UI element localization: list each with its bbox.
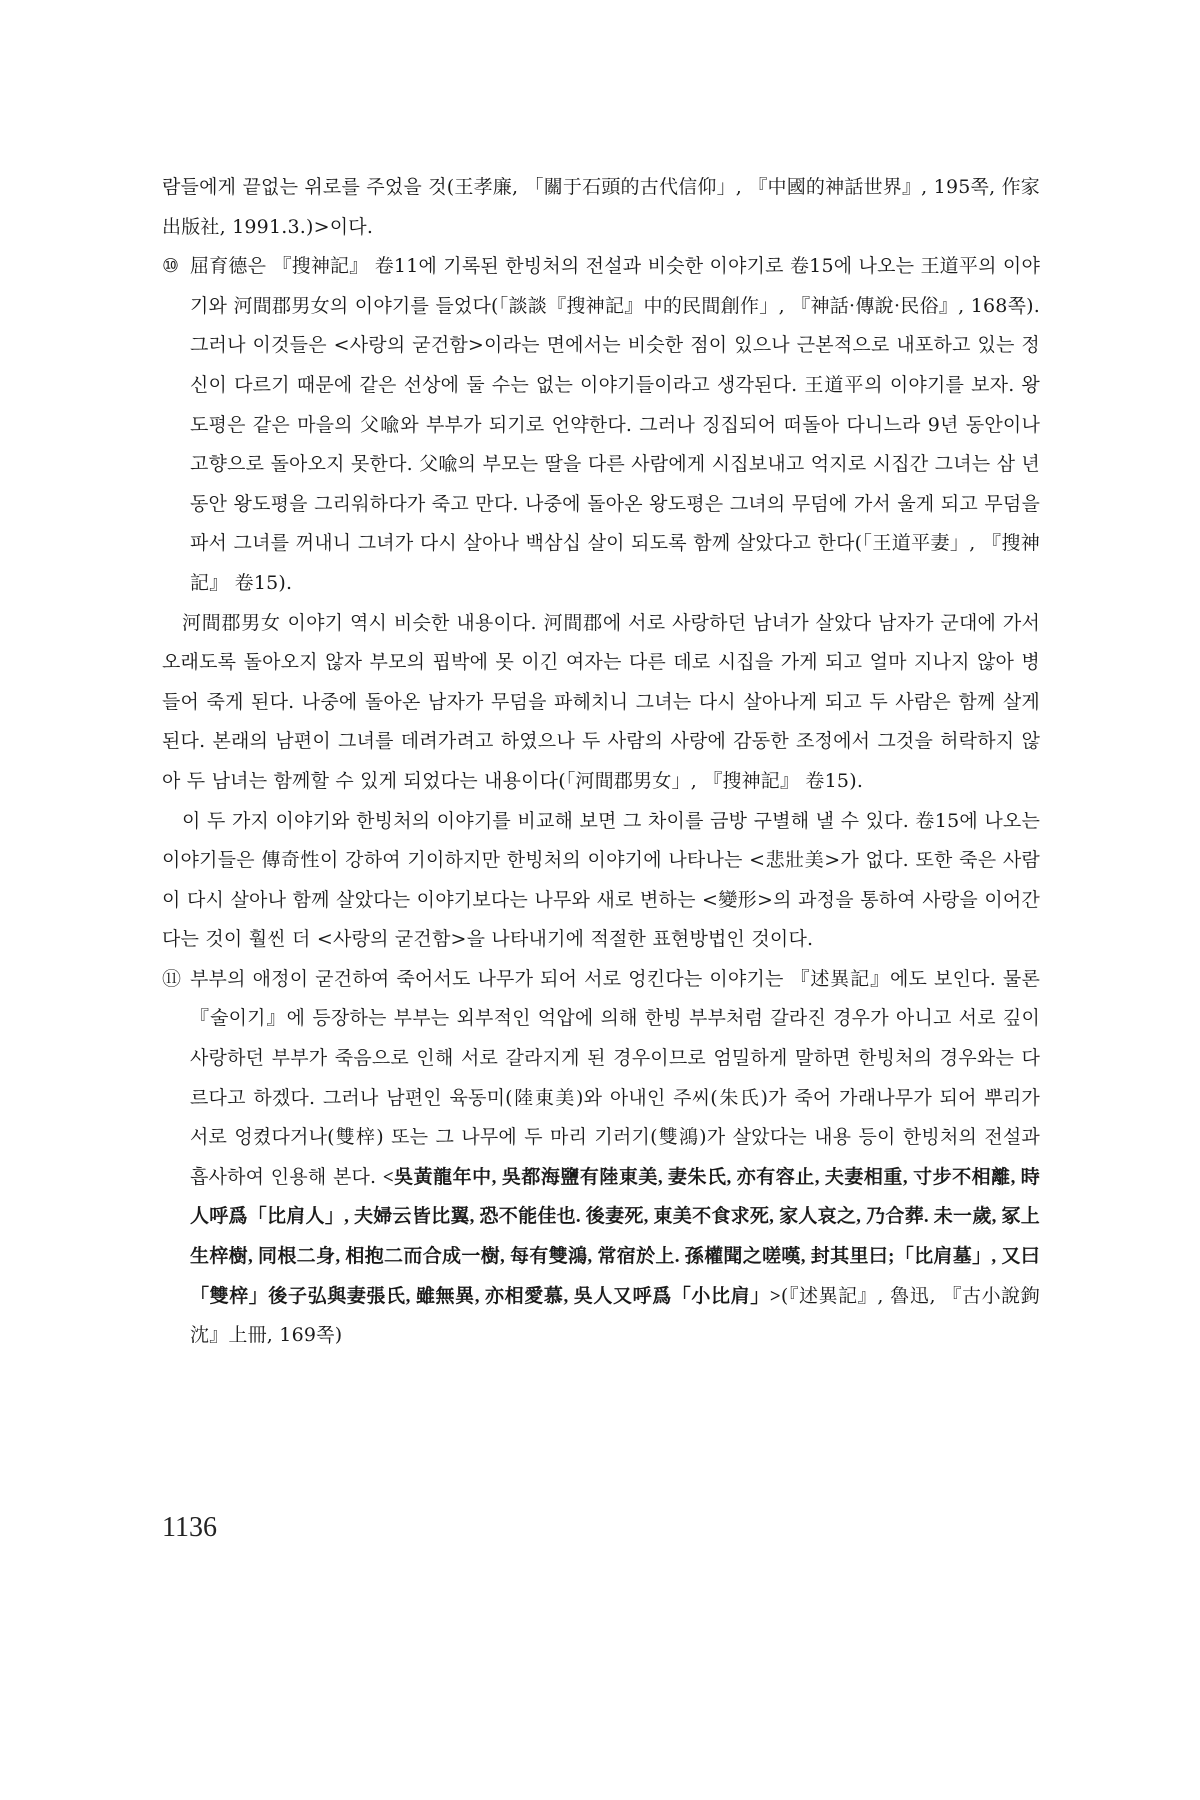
footnote-marker-11: ⑪ xyxy=(162,967,182,990)
footnote-marker-10: ⑩ xyxy=(162,255,180,278)
footnote-11 xyxy=(162,960,1040,1356)
footnote-10-paragraph-2: 河間郡男女 이야기 역시 비슷한 내용이다. 河間郡에 서로 사랑하던 남녀가 살았다 남자가 군대에 가서 오래도록 돌아오지 않자 부모의 핍박에 못 이긴 여자는 다른 데로 시집을 가게 되고 얼마 지나지 않아 병들어 죽게 된다. 나중에 돌아온 남자가 무덤을 파헤치니 그녀는 다시 살아나게 되고 두 사람은 함께 살게 된다. 본래의 남편이 그녀를 데려가려고 하였으나 두 사람의 사랑에 감동한 조정에서 그것을 허락하지 않아 두 남녀는 함께할 수 있게 되었다는 내용이다(「河間郡男女」, 『搜神記』 卷15). xyxy=(162,611,1040,792)
footnote-11-text: 부부의 애정이 굳건하여 죽어서도 나무가 되어 서로 엉킨다는 이야기는 『述異記』에도 보인다. 물론 『술이기』에 등장하는 부부는 외부적인 억압에 의해 한빙 부부처럼 갈라진 경우가 아니고 서로 깊이 사랑하던 부부가 죽음으로 인해 서로 갈라지게 된 경우이므로 엄밀하게 말하면 한빙처의 경우와는 다르다고 하겠다. 그러나 남편인 육동미(陸東美)와 아내인 주씨(朱氏)가 죽어 가래나무가 되어 뿌리가 서로 엉켰다거나(雙梓) 또는 그 나무에 두 마리 기러기(雙鴻)가 살았다는 내용 등이 한빙처의 전설과 흡사하여 인용해 본다. xyxy=(190,967,1040,1188)
footnote-11-citation: (『述異記』, 魯迅, 『古小說鉤沈』上冊, 169쪽) xyxy=(190,1284,1040,1347)
footnote-10-paragraph-3: 이 두 가지 이야기와 한빙처의 이야기를 비교해 보면 그 차이를 금방 구별해 낼 수 있다. 卷15에 나오는 이야기들은 傳奇性이 강하여 기이하지만 한빙처의 이야기에 나타나는 <悲壯美>가 없다. 또한 죽은 사람이 다시 살아나 함께 살았다는 이야기보다는 나무와 새로 변하는 <變形>의 과정을 통하여 사랑을 이어간다는 것이 훨씬 더 <사랑의 굳건함>을 나타내기에 적절한 표현방법인 것이다. xyxy=(162,809,1040,951)
page-number: 1136 xyxy=(162,1512,217,1543)
footnote-11-quote: <吳黃龍年中, 吳都海鹽有陸東美, 妻朱氏, 亦有容止, 夫妻相重, 寸步不相離, 時人呼爲「比肩人」, 夫婦云皆比翼, 恐不能佳也. 後妻死, 東美不食求死, 家人哀之, 乃合葬. 未一歲, 冢上生梓樹, 同根二身, 相抱二而合成一樹, 每有雙鴻, 常宿於上. 孫權聞之嗟嘆, 封其里曰;「比肩墓」, 又曰「雙梓」後子弘與妻張氏, 雖無異, 亦相愛慕, 吳人又呼爲「小比肩」> xyxy=(190,1166,1040,1307)
body-text xyxy=(162,168,1040,1356)
footnote-10 xyxy=(162,247,1040,603)
continuation-paragraph: 람들에게 끝없는 위로를 주었을 것(王孝廉, 「關于石頭的古代信仰」, 『中國的神話世界』, 195쪽, 作家出版社, 1991.3.)>이다. xyxy=(162,176,1040,238)
footnote-10-text: 屈育德은 『搜神記』 卷11에 기록된 한빙처의 전설과 비슷한 이야기로 卷15에 나오는 王道平의 이야기와 河間郡男女의 이야기를 들었다(「談談『搜神記』中的民間創作」, 『神話·傳說·民俗』, 168쪽). 그러나 이것들은 <사랑의 굳건함>이라는 면에서는 비슷한 점이 있으나 근본적으로 내포하고 있는 정신이 다르기 때문에 같은 선상에 둘 수는 없는 이야기들이라고 생각된다. 王道平의 이야기를 보자. 왕도평은 같은 마을의 父喩와 부부가 되기로 언약한다. 그러나 징집되어 떠돌아 다니느라 9년 동안이나 고향으로 돌아오지 못한다. 父喩의 부모는 딸을 다른 사람에게 시집보내고 억지로 시집간 그녀는 삼 년 동안 왕도평을 그리워하다가 죽고 만다. 나중에 돌아온 왕도평은 그녀의 무덤에 가서 울게 되고 무덤을 파서 그녀를 꺼내니 그녀가 다시 살아나 백삼십 살이 되도록 함께 살았다고 한다(「王道平妻」, 『搜神記』 卷15). xyxy=(190,255,1040,594)
